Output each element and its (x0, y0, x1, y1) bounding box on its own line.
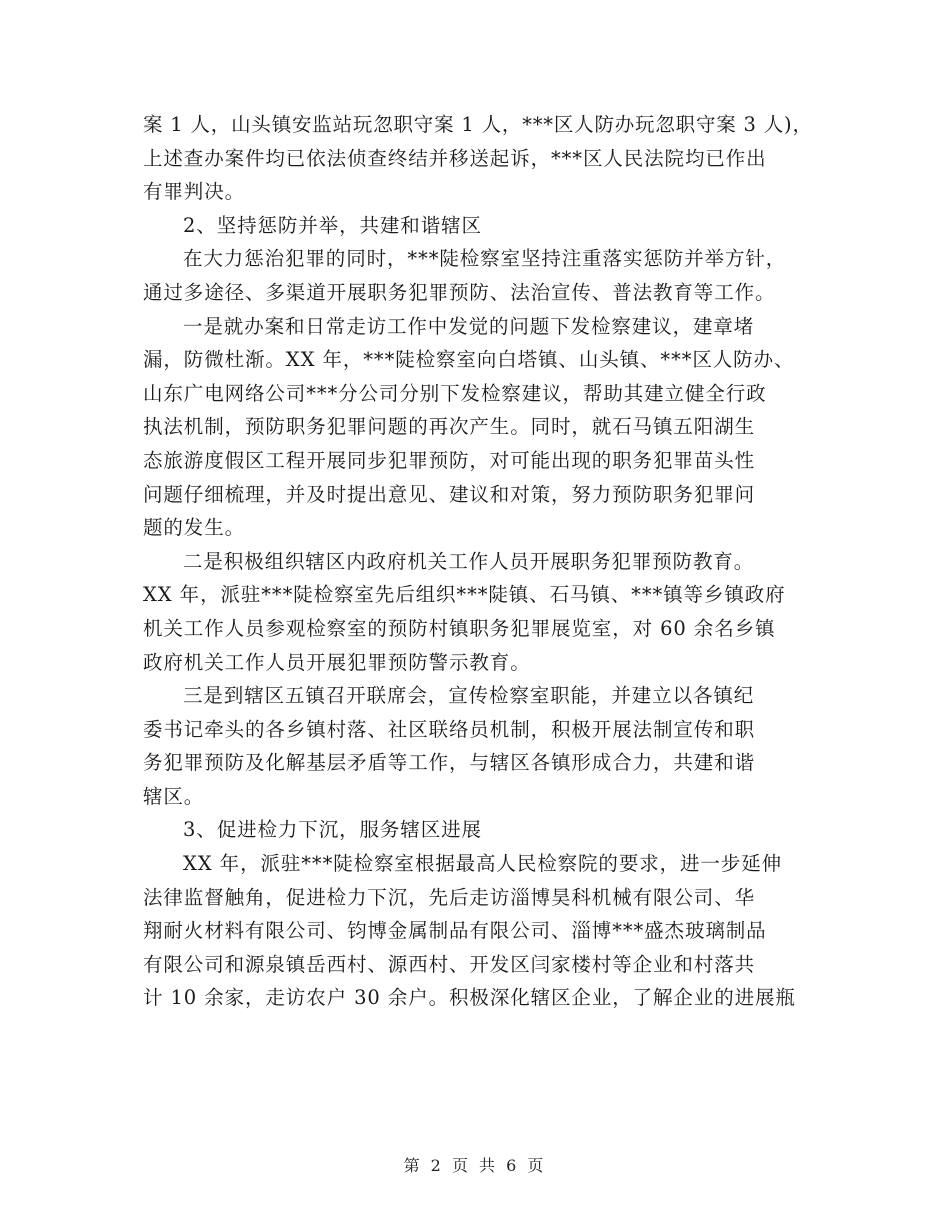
text-line: 政府机关工作人员开展犯罪预防警示教育。 (143, 650, 531, 674)
section-heading: 2、坚持惩防并举，共建和谐辖区 (183, 213, 482, 237)
text-line: 上述查办案件均已依法侦查终结并移送起诉，***区人民法院均已作出 (143, 146, 767, 170)
text-line: 辖区。 (143, 784, 205, 808)
text-line: 务犯罪预防及化解基层矛盾等工作，与辖区各镇形成合力，共建和谐 (143, 751, 756, 775)
text-line: 计 10 余家，走访农户 30 余户。积极深化辖区企业，了解企业的进展瓶 (143, 986, 796, 1010)
text-line: 翔耐火材料有限公司、钧博金属制品有限公司、淄博***盛杰玻璃制品 (143, 919, 767, 943)
text-line: 机关工作人员参观检察室的预防村镇职务犯罪展览室，对 60 余名乡镇 (143, 616, 776, 640)
text-line: 二是积极组织辖区内政府机关工作人员开展职务犯罪预防教育。 (183, 549, 755, 573)
text-line: 漏，防微杜渐。XX 年，***陡检察室向白塔镇、山头镇、***区人防办、 (143, 348, 795, 372)
text-line: 题的发生。 (143, 516, 246, 540)
text-line: 一是就办案和日常走访工作中发觉的问题下发检察建议，建章堵 (183, 314, 755, 338)
section-heading: 3、促进检力下沉，服务辖区进展 (183, 818, 482, 842)
text-line: 在大力惩治犯罪的同时，***陡检察室坚持注重落实惩防并举方针， (183, 247, 787, 271)
text-line: XX 年，派驻***陡检察室根据最高人民检察院的要求，进一步延伸 (183, 852, 783, 876)
text-line: 委书记牵头的各乡镇村落、社区联络员机制，积极开展法制宣传和职 (143, 717, 756, 741)
text-line: 有限公司和源泉镇岳西村、源西村、开发区闫家楼村等企业和村落共 (143, 952, 756, 976)
text-line: 执法机制，预防职务犯罪问题的再次产生。同时，就石马镇五阳湖生 (143, 415, 756, 439)
text-line: 法律监督触角，促进检力下沉，先后走访淄博昊科机械有限公司、华 (143, 885, 756, 909)
text-line: 三是到辖区五镇召开联席会，宣传检察室职能，并建立以各镇纪 (183, 684, 755, 708)
page-footer: 第 2 页 共 6 页 (403, 1156, 547, 1175)
text-line: 问题仔细梳理，并及时提出意见、建议和对策，努力预防职务犯罪问 (143, 482, 756, 506)
text-line: 态旅游度假区工程开展同步犯罪预防，对可能出现的职务犯罪苗头性 (143, 448, 756, 472)
text-line: 案 1 人，山头镇安监站玩忽职守案 1 人，***区人防办玩忽职守案 3 人)， (143, 113, 813, 136)
text-line: 有罪判决。 (143, 180, 246, 204)
text-line: 通过多途径、多渠道开展职务犯罪预防、法治宣传、普法教育等工作。 (143, 280, 776, 304)
text-line: XX 年，派驻***陡检察室先后组织***陡镇、石马镇、***镇等乡镇政府 (143, 583, 786, 607)
document-body (143, 108, 813, 1015)
text-line: 山东广电网络公司***分公司分别下发检察建议，帮助其建立健全行政 (143, 381, 767, 405)
